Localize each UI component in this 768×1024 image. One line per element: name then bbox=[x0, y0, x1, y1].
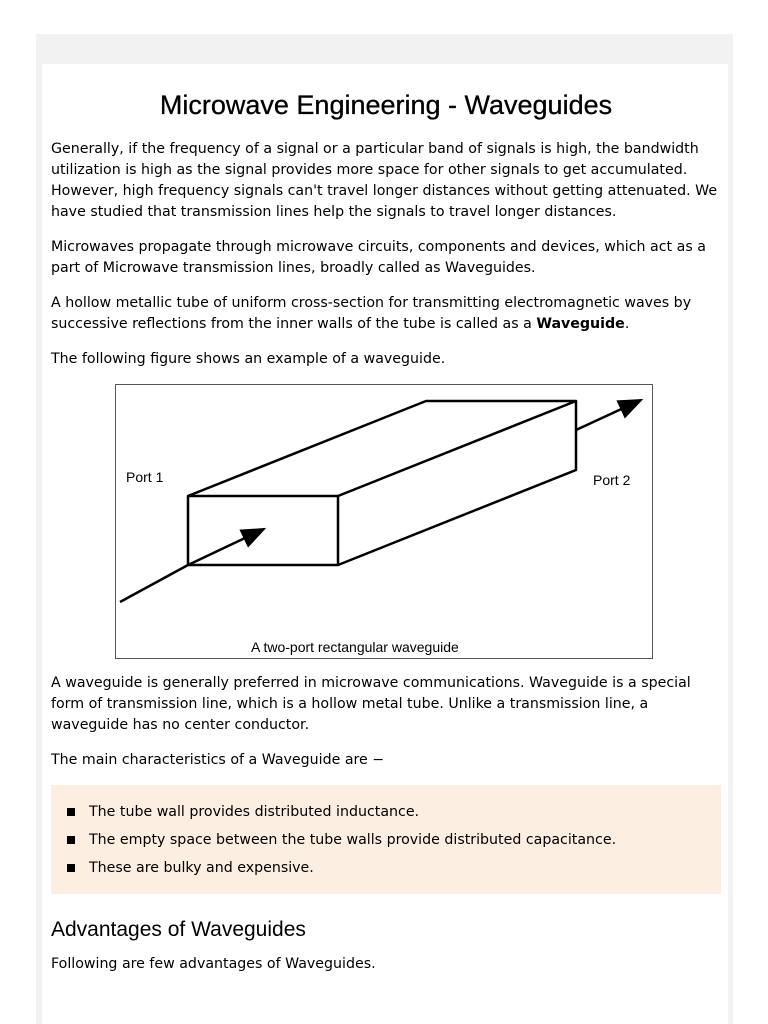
square-bullet-icon bbox=[67, 836, 75, 844]
definition-suffix: . bbox=[624, 316, 630, 332]
input-wave-line bbox=[120, 565, 188, 602]
waveguide-figure bbox=[115, 384, 653, 659]
article-content bbox=[51, 64, 721, 975]
list-item bbox=[51, 826, 721, 854]
port1-label: Port 1 bbox=[126, 469, 164, 485]
intro-paragraph: Generally, if the frequency of a signal or a particular band of signals is high, the bandwidth utilization is high as the signal provides more space for other signals to get accumulated. However, high frequency signals can't travel longer distances without getting attenuated. We have studied that transmission lines help the signals to travel longer distances. bbox=[51, 141, 718, 220]
figure-intro-paragraph: The following figure shows an example of a waveguide. bbox=[51, 351, 446, 367]
advantages-heading: Advantages of Waveguides bbox=[51, 918, 306, 941]
definition-text: A hollow metallic tube of uniform cross-section for transmitting electromagnetic waves by successive reflections from the inner walls of the tube is called as a bbox=[51, 295, 692, 332]
top-face bbox=[188, 401, 576, 496]
characteristics-box bbox=[51, 785, 721, 894]
square-bullet-icon bbox=[67, 864, 75, 872]
square-bullet-icon bbox=[67, 808, 75, 816]
list-item bbox=[51, 798, 721, 826]
port2-arrow bbox=[576, 400, 641, 430]
port1-arrow bbox=[188, 529, 264, 565]
page-title: Microwave Engineering - Waveguides bbox=[159, 90, 613, 120]
characteristics-list bbox=[51, 798, 721, 882]
port2-label: Port 2 bbox=[593, 472, 631, 488]
definition-paragraph bbox=[51, 293, 721, 335]
preferred-paragraph: A waveguide is generally preferred in microwave communications. Waveguide is a special form of transmission line, which is a hollow metal tube. Unlike a transmission line, a waveguide has no center conductor. bbox=[51, 675, 691, 733]
list-item bbox=[51, 854, 721, 882]
characteristics-intro: The main characteristics of a Waveguide are − bbox=[51, 752, 385, 768]
waveguide-diagram bbox=[116, 385, 652, 658]
list-item-text: The tube wall provides distributed inductance. bbox=[89, 804, 420, 820]
list-item-text: These are bulky and expensive. bbox=[89, 860, 314, 876]
figure-caption: A two-port rectangular waveguide bbox=[251, 639, 459, 655]
propagate-paragraph: Microwaves propagate through microwave circuits, components and devices, which act as a part of Microwave transmission lines, broadly called as Waveguides. bbox=[51, 239, 706, 276]
list-item-text: The empty space between the tube walls provide distributed capacitance. bbox=[89, 832, 617, 848]
definition-term: Waveguide bbox=[536, 316, 625, 332]
advantages-intro: Following are few advantages of Waveguides. bbox=[51, 956, 376, 972]
